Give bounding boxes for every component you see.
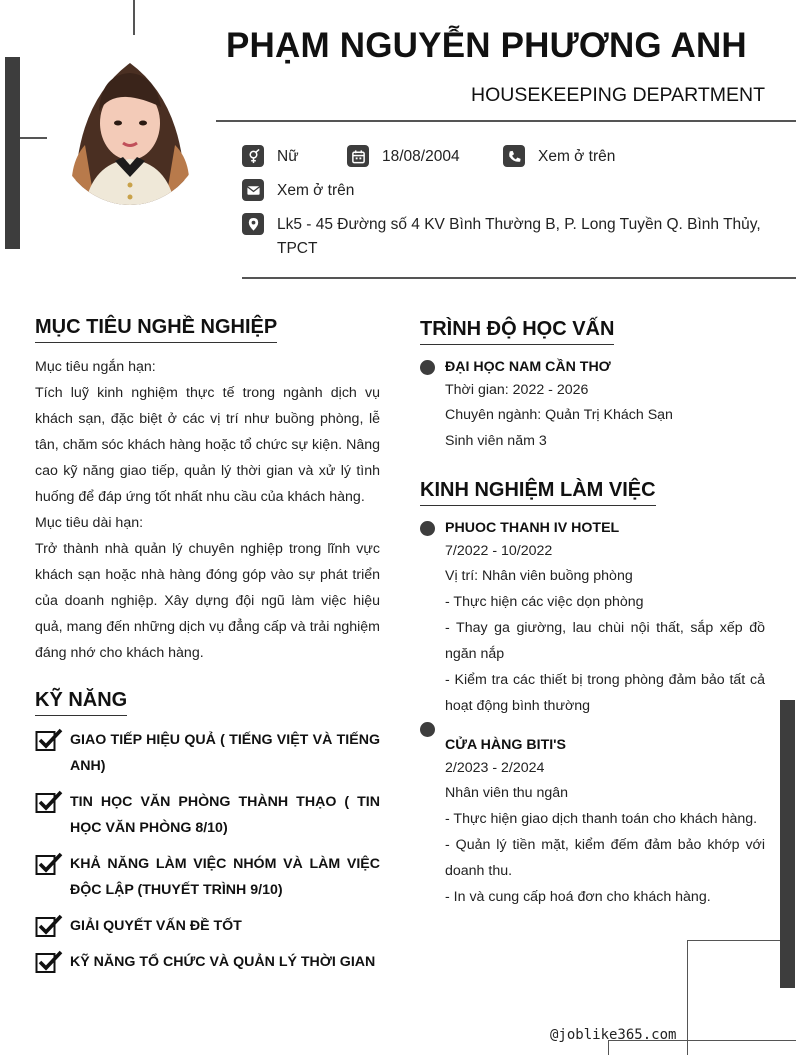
department-title: HOUSEKEEPING DEPARTMENT (471, 84, 765, 106)
skill-text: GIAO TIẾP HIỆU QUẢ ( TIẾNG VIỆT VÀ TIẾNG ANH) (70, 732, 380, 774)
avatar-portrait (55, 45, 205, 205)
phone-icon (503, 145, 525, 167)
job-task: - Thực hiện các việc dọn phòng (445, 594, 644, 610)
education-time: Thời gian: 2022 - 2026 (445, 382, 589, 398)
birthday-value: 18/08/2004 (382, 148, 460, 165)
contact-divider (242, 277, 796, 279)
checkbox-checked-icon (35, 914, 63, 938)
job-task: - Kiểm tra các thiết bị trong phòng đảm bảo tất cả hoạt động bình thường (445, 672, 765, 714)
skill-item (35, 727, 380, 779)
header-divider (216, 120, 796, 122)
job-task: - Thay ga giường, lau chùi nội thất, sắp xếp đồ ngăn nắp (445, 620, 765, 662)
education-title: TRÌNH ĐỘ HỌC VẤN (420, 318, 614, 345)
left-tick-line (20, 137, 47, 139)
corner-box-left (687, 940, 688, 1055)
company-name: PHUOC THANH IV HOTEL (445, 520, 620, 536)
job-role: Nhân viên thu ngân (445, 785, 569, 801)
left-accent-bar (5, 57, 20, 249)
email-value: Xem ở trên (277, 182, 355, 199)
gender-icon (242, 145, 264, 167)
address-value: Lk5 - 45 Đường số 4 KV Bình Thường B, P. Long Tuyền Q. Bình Thủy, TPCT (277, 216, 761, 257)
skill-text: GIẢI QUYẾT VẤN ĐỀ TỐT (70, 918, 242, 934)
job-task: - In và cung cấp hoá đơn cho khách hàng. (445, 889, 711, 905)
job-period: 2/2023 - 2/2024 (445, 760, 545, 776)
experience-title: KINH NGHIỆM LÀM VIỆC (420, 479, 656, 506)
gender-row (242, 145, 299, 169)
skill-text: KỸ NĂNG TỔ CHỨC VÀ QUẢN LÝ THỜI GIAN (70, 954, 376, 970)
skill-item (35, 913, 380, 939)
objective-long-text: Trở thành nhà quản lý chuyên nghiệp trong lĩnh vực khách sạn hoặc nhà hàng đóng góp vào sự phát triển của doanh nghiệp. Xây dựng đội ngũ làm việc hiệu quả, mang đến những dịch vụ đẳng cấp và trải nghiệm đáng nhớ cho khách hàng. (35, 541, 380, 661)
job-task: - Quản lý tiền mặt, kiểm đếm đảm bảo khớp với doanh thu. (445, 837, 765, 879)
email-icon (242, 179, 264, 201)
skill-text: KHẢ NĂNG LÀM VIỆC NHÓM VÀ LÀM VIỆC ĐỘC LẬP (THUYẾT TRÌNH 9/10) (70, 856, 380, 898)
skill-item (35, 851, 380, 903)
timeline-bullet (420, 521, 435, 536)
objective-short-label: Mục tiêu ngắn hạn: (35, 359, 156, 375)
phone-row (503, 145, 615, 169)
corner-box-top (687, 940, 780, 941)
checkbox-checked-icon (35, 950, 63, 974)
checkbox-checked-icon (35, 790, 63, 814)
checkbox-checked-icon (35, 852, 63, 876)
email-row (242, 179, 354, 203)
right-accent-bar (780, 700, 795, 988)
birthday-row (347, 145, 460, 169)
skills-title: KỸ NĂNG (35, 689, 127, 716)
job-period: 7/2022 - 10/2022 (445, 543, 553, 559)
timeline-bullet (420, 360, 435, 375)
avatar (55, 45, 205, 205)
checkbox-checked-icon (35, 728, 63, 752)
objective-body (35, 354, 380, 666)
school-name: ĐẠI HỌC NAM CẦN THƠ (445, 359, 611, 375)
job-task: - Thực hiện giao dịch thanh toán cho khách hàng. (445, 811, 758, 827)
objective-title: MỤC TIÊU NGHỀ NGHIỆP (35, 316, 277, 343)
skill-item (35, 949, 380, 975)
gender-value: Nữ (277, 148, 299, 165)
address-row (242, 213, 772, 261)
location-pin-icon (242, 213, 264, 235)
skill-text: TIN HỌC VĂN PHÒNG THÀNH THẠO ( TIN HỌC VĂN PHÒNG 8/10) (70, 794, 380, 836)
timeline-bullet (420, 722, 435, 737)
job-role: Vị trí: Nhân viên buồng phòng (445, 568, 633, 584)
objective-long-label: Mục tiêu dài hạn: (35, 515, 144, 531)
top-tick-line (133, 0, 135, 35)
calendar-icon (347, 145, 369, 167)
education-major: Chuyên ngành: Quản Trị Khách Sạn (445, 407, 673, 423)
phone-value: Xem ở trên (538, 148, 616, 165)
candidate-name: PHẠM NGUYỄN PHƯƠNG ANH (226, 26, 747, 65)
education-year: Sinh viên năm 3 (445, 433, 547, 449)
watermark[interactable]: @joblike365.com (550, 1027, 677, 1043)
objective-short-text: Tích luỹ kinh nghiệm thực tế trong ngành dịch vụ khách sạn, đặc biệt ở các vị trí như buồng phòng, lễ tân, chăm sóc khách hàng hoặc tổ chức sự kiện. Nâng cao kỹ năng giao tiếp, quản lý thời gian và xử lý tình huống để đáp ứng tốt nhất nhu cầu của khách hàng. (35, 385, 380, 505)
skill-item (35, 789, 380, 841)
company-name: CỬA HÀNG BITI'S (445, 737, 567, 753)
